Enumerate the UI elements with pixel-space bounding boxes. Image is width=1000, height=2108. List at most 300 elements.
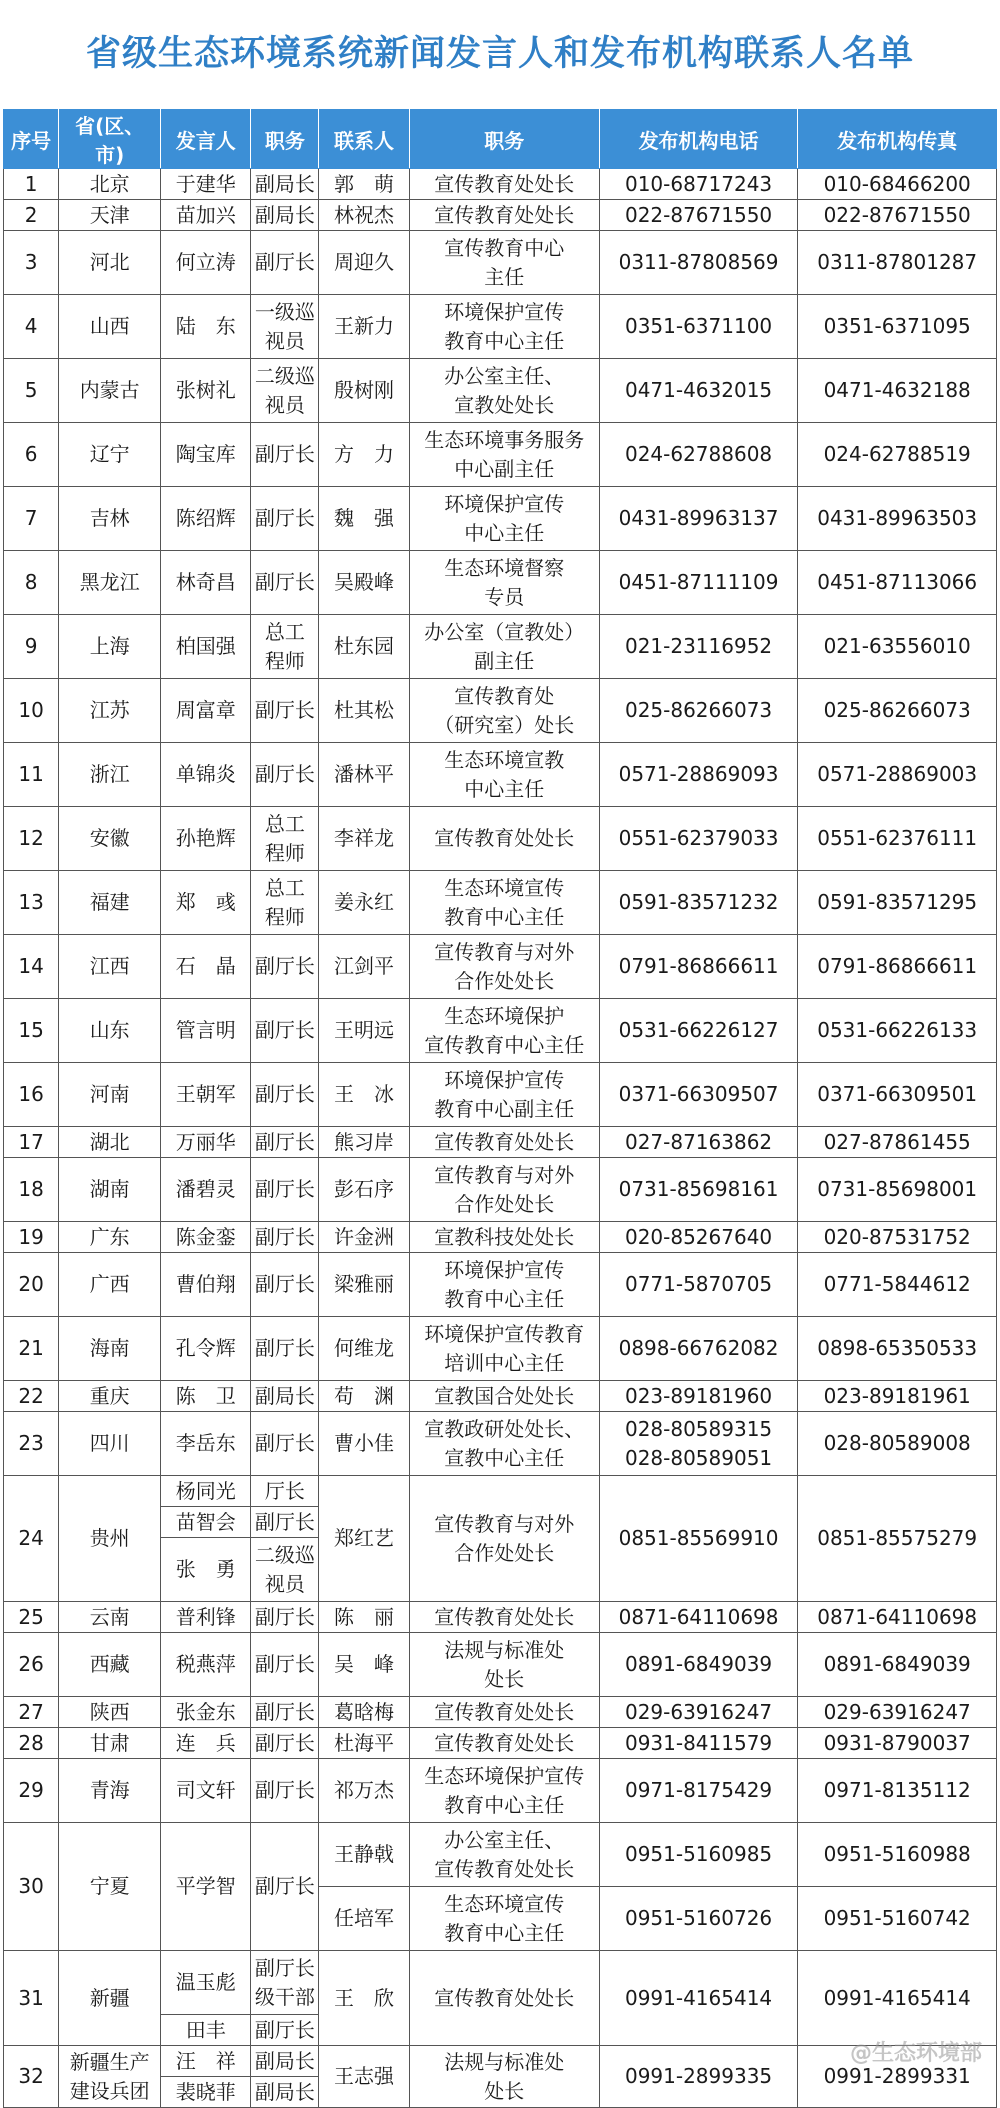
contact-title-cell: 宣传教育处处长 bbox=[409, 1127, 599, 1158]
row-number: 21 bbox=[4, 1317, 59, 1381]
spokesperson-title-cell: 总工 程师 bbox=[251, 615, 319, 679]
contact-person-cell: 何维龙 bbox=[319, 1317, 409, 1381]
spokesperson-cell: 何立涛 bbox=[161, 231, 251, 295]
row-number: 15 bbox=[4, 999, 59, 1063]
spokesperson-title-cell: 副厅长 bbox=[251, 935, 319, 999]
province-cell: 江西 bbox=[59, 935, 161, 999]
province-cell: 四川 bbox=[59, 1412, 161, 1476]
phone-cell: 0371-66309507 bbox=[599, 1063, 798, 1127]
province-cell: 江苏 bbox=[59, 679, 161, 743]
contact-title-cell: 宣教国合处处长 bbox=[409, 1381, 599, 1412]
table-row bbox=[4, 1381, 997, 1412]
spokesperson-cell: 孙艳辉 bbox=[161, 807, 251, 871]
row-number: 30 bbox=[4, 1823, 59, 1951]
fax-cell: 0898-65350533 bbox=[798, 1317, 997, 1381]
spokesperson-cell: 温玉彪 bbox=[161, 1951, 251, 2015]
page-title: 省级生态环境系统新闻发言人和发布机构联系人名单 bbox=[85, 34, 914, 74]
row-number: 11 bbox=[4, 743, 59, 807]
spokesperson-cell: 郑 彧 bbox=[161, 871, 251, 935]
contact-title-cell: 宣传教育与对外 合作处处长 bbox=[409, 1476, 599, 1602]
contact-person-cell: 李祥龙 bbox=[319, 807, 409, 871]
row-number: 20 bbox=[4, 1253, 59, 1317]
header-cell: 发言人 bbox=[161, 110, 251, 169]
row-number: 22 bbox=[4, 1381, 59, 1412]
phone-cell: 0311-87808569 bbox=[599, 231, 798, 295]
row-number: 5 bbox=[4, 359, 59, 423]
fax-cell: 021-63556010 bbox=[798, 615, 997, 679]
table-row bbox=[4, 2046, 997, 2077]
contact-title-cell: 宣传教育处处长 bbox=[409, 1602, 599, 1633]
spokesperson-title-cell: 副厅长 bbox=[251, 1823, 319, 1951]
table-row bbox=[4, 1317, 997, 1381]
table-row bbox=[4, 1951, 997, 2015]
province-cell: 青海 bbox=[59, 1759, 161, 1823]
spokesperson-cell: 陈金銮 bbox=[161, 1222, 251, 1253]
spokesperson-cell: 管言明 bbox=[161, 999, 251, 1063]
table-row bbox=[4, 551, 997, 615]
contact-title-cell: 生态环境宣教 中心主任 bbox=[409, 743, 599, 807]
fax-cell: 0991-2899331 bbox=[798, 2046, 997, 2108]
fax-cell: 0731-85698001 bbox=[798, 1158, 997, 1222]
contact-person-cell: 陈 丽 bbox=[319, 1602, 409, 1633]
contact-title-cell: 生态环境宣传 教育中心主任 bbox=[409, 1887, 599, 1951]
province-cell: 广西 bbox=[59, 1253, 161, 1317]
province-cell: 浙江 bbox=[59, 743, 161, 807]
spokesperson-title-cell: 总工 程师 bbox=[251, 871, 319, 935]
province-cell: 云南 bbox=[59, 1602, 161, 1633]
spokesperson-cell: 普利锋 bbox=[161, 1602, 251, 1633]
table-row bbox=[4, 935, 997, 999]
table-row bbox=[4, 231, 997, 295]
table-row bbox=[4, 743, 997, 807]
contact-person-cell: 魏 强 bbox=[319, 487, 409, 551]
province-cell: 广东 bbox=[59, 1222, 161, 1253]
contact-title-cell: 法规与标准处 处长 bbox=[409, 1633, 599, 1697]
fax-cell: 0871-64110698 bbox=[798, 1602, 997, 1633]
table-row bbox=[4, 1127, 997, 1158]
phone-cell: 021-23116952 bbox=[599, 615, 798, 679]
contact-person-cell: 许金洲 bbox=[319, 1222, 409, 1253]
contact-person-cell: 王静戟 bbox=[319, 1823, 409, 1887]
spokesperson-title-cell: 副厅长 bbox=[251, 1759, 319, 1823]
table-header-row bbox=[4, 110, 997, 169]
spokesperson-cell: 万丽华 bbox=[161, 1127, 251, 1158]
header-cell: 职务 bbox=[251, 110, 319, 169]
spokesperson-title-cell: 二级巡 视员 bbox=[251, 359, 319, 423]
header-cell: 发布机构传真 bbox=[798, 110, 997, 169]
fax-cell: 022-87671550 bbox=[798, 200, 997, 231]
table-row bbox=[4, 423, 997, 487]
table-row bbox=[4, 169, 997, 200]
row-number: 16 bbox=[4, 1063, 59, 1127]
table-row bbox=[4, 295, 997, 359]
phone-cell: 029-63916247 bbox=[599, 1697, 798, 1728]
row-number: 4 bbox=[4, 295, 59, 359]
province-cell: 重庆 bbox=[59, 1381, 161, 1412]
contact-person-cell: 彭石序 bbox=[319, 1158, 409, 1222]
spokesperson-title-cell: 二级巡 视员 bbox=[251, 1538, 319, 1602]
row-number: 12 bbox=[4, 807, 59, 871]
spokesperson-cell: 李岳东 bbox=[161, 1412, 251, 1476]
spokesperson-title-cell: 副厅长 bbox=[251, 743, 319, 807]
spokesperson-title-cell: 副厅长 bbox=[251, 231, 319, 295]
spokesperson-cell: 连 兵 bbox=[161, 1728, 251, 1759]
row-number: 10 bbox=[4, 679, 59, 743]
row-number: 2 bbox=[4, 200, 59, 231]
spokesperson-cell: 石 晶 bbox=[161, 935, 251, 999]
province-cell: 内蒙古 bbox=[59, 359, 161, 423]
spokesperson-title-cell: 副局长 bbox=[251, 2077, 319, 2108]
spokesperson-title-cell: 副厅长 bbox=[251, 1507, 319, 1538]
table-row bbox=[4, 1222, 997, 1253]
contact-title-cell: 办公室主任、 宣教处处长 bbox=[409, 359, 599, 423]
row-number: 9 bbox=[4, 615, 59, 679]
contact-person-cell: 姜永红 bbox=[319, 871, 409, 935]
row-number: 19 bbox=[4, 1222, 59, 1253]
spokesperson-title-cell: 总工 程师 bbox=[251, 807, 319, 871]
fax-cell: 023-89181961 bbox=[798, 1381, 997, 1412]
phone-cell: 028-80589315 028-80589051 bbox=[599, 1412, 798, 1476]
province-cell: 新疆 bbox=[59, 1951, 161, 2046]
phone-cell: 0531-66226127 bbox=[599, 999, 798, 1063]
spokesperson-cell: 陈绍辉 bbox=[161, 487, 251, 551]
contact-person-cell: 杜东园 bbox=[319, 615, 409, 679]
contact-title-cell: 宣传教育处处长 bbox=[409, 1697, 599, 1728]
spokesperson-title-cell: 副厅长 bbox=[251, 1602, 319, 1633]
spokesperson-title-cell: 副厅长 bbox=[251, 551, 319, 615]
spokesperson-cell: 曹伯翔 bbox=[161, 1253, 251, 1317]
phone-cell: 0851-85569910 bbox=[599, 1476, 798, 1602]
contact-person-cell: 杜其松 bbox=[319, 679, 409, 743]
contact-title-cell: 宣传教育中心 主任 bbox=[409, 231, 599, 295]
phone-cell: 0991-4165414 bbox=[599, 1951, 798, 2046]
province-cell: 河南 bbox=[59, 1063, 161, 1127]
fax-cell: 0951-5160742 bbox=[798, 1887, 997, 1951]
spokesperson-title-cell: 副厅长 bbox=[251, 1697, 319, 1728]
spokesperson-title-cell: 副厅长 bbox=[251, 1158, 319, 1222]
province-cell: 新疆生产 建设兵团 bbox=[59, 2046, 161, 2108]
row-number: 14 bbox=[4, 935, 59, 999]
spokesperson-cell: 平学智 bbox=[161, 1823, 251, 1951]
row-number: 13 bbox=[4, 871, 59, 935]
spokesperson-cell: 张金东 bbox=[161, 1697, 251, 1728]
spokesperson-cell: 单锦炎 bbox=[161, 743, 251, 807]
fax-cell: 0571-28869003 bbox=[798, 743, 997, 807]
contact-person-cell: 王新力 bbox=[319, 295, 409, 359]
spokesperson-cell: 柏国强 bbox=[161, 615, 251, 679]
phone-cell: 027-87163862 bbox=[599, 1127, 798, 1158]
contact-title-cell: 生态环境保护 宣传教育中心主任 bbox=[409, 999, 599, 1063]
contact-person-cell: 杜海平 bbox=[319, 1728, 409, 1759]
spokesperson-cell: 司文轩 bbox=[161, 1759, 251, 1823]
spokesperson-cell: 周富章 bbox=[161, 679, 251, 743]
table-row bbox=[4, 200, 997, 231]
table-body bbox=[4, 169, 997, 2108]
table-row bbox=[4, 359, 997, 423]
fax-cell: 028-80589008 bbox=[798, 1412, 997, 1476]
spokesperson-title-cell: 副厅长 bbox=[251, 1127, 319, 1158]
phone-cell: 024-62788608 bbox=[599, 423, 798, 487]
contact-title-cell: 环境保护宣传 教育中心副主任 bbox=[409, 1063, 599, 1127]
row-number: 7 bbox=[4, 487, 59, 551]
header-cell: 职务 bbox=[409, 110, 599, 169]
table-row bbox=[4, 1412, 997, 1476]
contact-title-cell: 生态环境宣传 教育中心主任 bbox=[409, 871, 599, 935]
phone-cell: 0571-28869093 bbox=[599, 743, 798, 807]
province-cell: 海南 bbox=[59, 1317, 161, 1381]
province-cell: 辽宁 bbox=[59, 423, 161, 487]
phone-cell: 0991-2899335 bbox=[599, 2046, 798, 2108]
province-cell: 湖北 bbox=[59, 1127, 161, 1158]
phone-cell: 0731-85698161 bbox=[599, 1158, 798, 1222]
spokesperson-cell: 张树礼 bbox=[161, 359, 251, 423]
spokesperson-title-cell: 副局长 bbox=[251, 169, 319, 200]
contact-person-cell: 周迎久 bbox=[319, 231, 409, 295]
phone-cell: 0471-4632015 bbox=[599, 359, 798, 423]
contact-title-cell: 办公室（宣教处） 副主任 bbox=[409, 615, 599, 679]
row-number: 24 bbox=[4, 1476, 59, 1602]
fax-cell: 0471-4632188 bbox=[798, 359, 997, 423]
spokesperson-cell: 陈 卫 bbox=[161, 1381, 251, 1412]
spokesperson-cell: 杨同光 bbox=[161, 1476, 251, 1507]
contact-title-cell: 宣传教育处处长 bbox=[409, 200, 599, 231]
contact-person-cell: 苟 渊 bbox=[319, 1381, 409, 1412]
province-cell: 宁夏 bbox=[59, 1823, 161, 1951]
fax-cell: 0431-89963503 bbox=[798, 487, 997, 551]
contact-person-cell: 潘林平 bbox=[319, 743, 409, 807]
phone-cell: 0951-5160726 bbox=[599, 1887, 798, 1951]
contact-person-cell: 王 冰 bbox=[319, 1063, 409, 1127]
spokesperson-cell: 孔令辉 bbox=[161, 1317, 251, 1381]
spokesperson-title-cell: 副厅长 bbox=[251, 1222, 319, 1253]
spokesperson-title-cell: 副厅长 bbox=[251, 2015, 319, 2046]
table-row bbox=[4, 1476, 997, 1507]
row-number: 1 bbox=[4, 169, 59, 200]
row-number: 17 bbox=[4, 1127, 59, 1158]
province-cell: 甘肃 bbox=[59, 1728, 161, 1759]
row-number: 25 bbox=[4, 1602, 59, 1633]
spokesperson-cell: 王朝军 bbox=[161, 1063, 251, 1127]
contact-title-cell: 宣传教育与对外 合作处处长 bbox=[409, 935, 599, 999]
contact-person-cell: 殷树刚 bbox=[319, 359, 409, 423]
table-row bbox=[4, 999, 997, 1063]
header-cell: 发布机构电话 bbox=[599, 110, 798, 169]
spokesperson-cell: 潘碧灵 bbox=[161, 1158, 251, 1222]
province-cell: 北京 bbox=[59, 169, 161, 200]
row-number: 18 bbox=[4, 1158, 59, 1222]
spokesperson-title-cell: 副厅长 bbox=[251, 1063, 319, 1127]
fax-cell: 010-68466200 bbox=[798, 169, 997, 200]
contact-person-cell: 郑红艺 bbox=[319, 1476, 409, 1602]
fax-cell: 0451-87113066 bbox=[798, 551, 997, 615]
spokesperson-title-cell: 副厅长 bbox=[251, 1728, 319, 1759]
phone-cell: 0771-5870705 bbox=[599, 1253, 798, 1317]
table-row bbox=[4, 871, 997, 935]
row-number: 3 bbox=[4, 231, 59, 295]
row-number: 31 bbox=[4, 1951, 59, 2046]
phone-cell: 0351-6371100 bbox=[599, 295, 798, 359]
phone-cell: 022-87671550 bbox=[599, 200, 798, 231]
table-row bbox=[4, 807, 997, 871]
province-cell: 吉林 bbox=[59, 487, 161, 551]
contact-title-cell: 生态环境事务服务 中心副主任 bbox=[409, 423, 599, 487]
row-number: 28 bbox=[4, 1728, 59, 1759]
phone-cell: 0591-83571232 bbox=[599, 871, 798, 935]
contact-person-cell: 王志强 bbox=[319, 2046, 409, 2108]
table-row bbox=[4, 1633, 997, 1697]
row-number: 23 bbox=[4, 1412, 59, 1476]
phone-cell: 0898-66762082 bbox=[599, 1317, 798, 1381]
phone-cell: 0451-87111109 bbox=[599, 551, 798, 615]
contact-title-cell: 宣传教育处处长 bbox=[409, 169, 599, 200]
fax-cell: 0791-86866611 bbox=[798, 935, 997, 999]
province-cell: 山西 bbox=[59, 295, 161, 359]
spokesperson-title-cell: 副厅长 bbox=[251, 679, 319, 743]
spokesperson-cell: 田丰 bbox=[161, 2015, 251, 2046]
fax-cell: 025-86266073 bbox=[798, 679, 997, 743]
table-row bbox=[4, 487, 997, 551]
contact-title-cell: 宣教科技处处长 bbox=[409, 1222, 599, 1253]
spokesperson-title-cell: 副厅长 bbox=[251, 1633, 319, 1697]
watermark: @生态环境部 bbox=[849, 2041, 982, 2066]
contact-title-cell: 法规与标准处 处长 bbox=[409, 2046, 599, 2108]
table-row bbox=[4, 1823, 997, 1887]
table-row bbox=[4, 1697, 997, 1728]
row-number: 29 bbox=[4, 1759, 59, 1823]
fax-cell: 0851-85575279 bbox=[798, 1476, 997, 1602]
contact-person-cell: 梁雅丽 bbox=[319, 1253, 409, 1317]
table-row bbox=[4, 1602, 997, 1633]
spokesperson-cell: 于建华 bbox=[161, 169, 251, 200]
fax-cell: 027-87861455 bbox=[798, 1127, 997, 1158]
header-cell: 序号 bbox=[4, 110, 59, 169]
row-number: 8 bbox=[4, 551, 59, 615]
contact-table bbox=[3, 109, 997, 2108]
province-cell: 黑龙江 bbox=[59, 551, 161, 615]
contact-person-cell: 林祝杰 bbox=[319, 200, 409, 231]
fax-cell: 0311-87801287 bbox=[798, 231, 997, 295]
phone-cell: 0871-64110698 bbox=[599, 1602, 798, 1633]
table-row bbox=[4, 1253, 997, 1317]
spokesperson-title-cell: 副局长 bbox=[251, 2046, 319, 2077]
contact-title-cell: 环境保护宣传 中心主任 bbox=[409, 487, 599, 551]
spokesperson-title-cell: 副厅长 bbox=[251, 487, 319, 551]
phone-cell: 023-89181960 bbox=[599, 1381, 798, 1412]
phone-cell: 0951-5160985 bbox=[599, 1823, 798, 1887]
province-cell: 福建 bbox=[59, 871, 161, 935]
phone-cell: 020-85267640 bbox=[599, 1222, 798, 1253]
fax-cell: 0351-6371095 bbox=[798, 295, 997, 359]
fax-cell: 0971-8135112 bbox=[798, 1759, 997, 1823]
phone-cell: 0551-62379033 bbox=[599, 807, 798, 871]
contact-title-cell: 环境保护宣传教育 培训中心主任 bbox=[409, 1317, 599, 1381]
spokesperson-cell: 税燕萍 bbox=[161, 1633, 251, 1697]
contact-person-cell: 吴 峰 bbox=[319, 1633, 409, 1697]
spokesperson-cell: 陶宝库 bbox=[161, 423, 251, 487]
row-number: 32 bbox=[4, 2046, 59, 2108]
spokesperson-cell: 苗加兴 bbox=[161, 200, 251, 231]
spokesperson-title-cell: 副局长 bbox=[251, 200, 319, 231]
contact-person-cell: 王明远 bbox=[319, 999, 409, 1063]
table-row bbox=[4, 679, 997, 743]
phone-cell: 0791-86866611 bbox=[599, 935, 798, 999]
contact-title-cell: 宣传教育处处长 bbox=[409, 1728, 599, 1759]
province-cell: 山东 bbox=[59, 999, 161, 1063]
spokesperson-cell: 汪 祥 bbox=[161, 2046, 251, 2077]
table-row bbox=[4, 615, 997, 679]
fax-cell: 0951-5160988 bbox=[798, 1823, 997, 1887]
contact-person-cell: 曹小佳 bbox=[319, 1412, 409, 1476]
row-number: 27 bbox=[4, 1697, 59, 1728]
table-row bbox=[4, 1728, 997, 1759]
fax-cell: 0591-83571295 bbox=[798, 871, 997, 935]
contact-person-cell: 祁万杰 bbox=[319, 1759, 409, 1823]
header-cell: 省(区、市) bbox=[59, 110, 161, 169]
header-cell: 联系人 bbox=[319, 110, 409, 169]
spokesperson-cell: 林奇昌 bbox=[161, 551, 251, 615]
contact-person-cell: 熊习岸 bbox=[319, 1127, 409, 1158]
table-row bbox=[4, 1158, 997, 1222]
spokesperson-title-cell: 副局长 bbox=[251, 1381, 319, 1412]
province-cell: 上海 bbox=[59, 615, 161, 679]
contact-title-cell: 生态环境督察 专员 bbox=[409, 551, 599, 615]
contact-person-cell: 吴殿峰 bbox=[319, 551, 409, 615]
fax-cell: 0531-66226133 bbox=[798, 999, 997, 1063]
spokesperson-title-cell: 副厅长 级干部 bbox=[251, 1951, 319, 2015]
contact-person-cell: 王 欣 bbox=[319, 1951, 409, 2046]
row-number: 6 bbox=[4, 423, 59, 487]
province-cell: 陕西 bbox=[59, 1697, 161, 1728]
fax-cell: 020-87531752 bbox=[798, 1222, 997, 1253]
phone-cell: 010-68717243 bbox=[599, 169, 798, 200]
contact-title-cell: 生态环境保护宣传 教育中心主任 bbox=[409, 1759, 599, 1823]
spokesperson-title-cell: 副厅长 bbox=[251, 1412, 319, 1476]
contact-person-cell: 郭 萌 bbox=[319, 169, 409, 200]
contact-title-cell: 宣传教育处处长 bbox=[409, 807, 599, 871]
province-cell: 贵州 bbox=[59, 1476, 161, 1602]
fax-cell: 024-62788519 bbox=[798, 423, 997, 487]
phone-cell: 0931-8411579 bbox=[599, 1728, 798, 1759]
contact-person-cell: 任培军 bbox=[319, 1887, 409, 1951]
spokesperson-cell: 裴晓菲 bbox=[161, 2077, 251, 2108]
province-cell: 西藏 bbox=[59, 1633, 161, 1697]
contact-person-cell: 方 力 bbox=[319, 423, 409, 487]
province-cell: 天津 bbox=[59, 200, 161, 231]
spokesperson-title-cell: 厅长 bbox=[251, 1476, 319, 1507]
spokesperson-title-cell: 副厅长 bbox=[251, 1253, 319, 1317]
province-cell: 河北 bbox=[59, 231, 161, 295]
fax-cell: 0991-4165414 bbox=[798, 1951, 997, 2046]
contact-person-cell: 葛晗梅 bbox=[319, 1697, 409, 1728]
spokesperson-title-cell: 副厅长 bbox=[251, 999, 319, 1063]
contact-title-cell: 办公室主任、 宣传教育处处长 bbox=[409, 1823, 599, 1887]
phone-cell: 025-86266073 bbox=[599, 679, 798, 743]
fax-cell: 0931-8790037 bbox=[798, 1728, 997, 1759]
row-number: 26 bbox=[4, 1633, 59, 1697]
spokesperson-title-cell: 一级巡 视员 bbox=[251, 295, 319, 359]
contact-person-cell: 江剑平 bbox=[319, 935, 409, 999]
phone-cell: 0891-6849039 bbox=[599, 1633, 798, 1697]
contact-title-cell: 宣传教育与对外 合作处处长 bbox=[409, 1158, 599, 1222]
spokesperson-cell: 苗智会 bbox=[161, 1507, 251, 1538]
contact-title-cell: 宣教政研处处长、 宣教中心主任 bbox=[409, 1412, 599, 1476]
table-row bbox=[4, 1063, 997, 1127]
spokesperson-cell: 张 勇 bbox=[161, 1538, 251, 1602]
province-cell: 安徽 bbox=[59, 807, 161, 871]
fax-cell: 0771-5844612 bbox=[798, 1253, 997, 1317]
table-row bbox=[4, 1759, 997, 1823]
spokesperson-title-cell: 副厅长 bbox=[251, 1317, 319, 1381]
